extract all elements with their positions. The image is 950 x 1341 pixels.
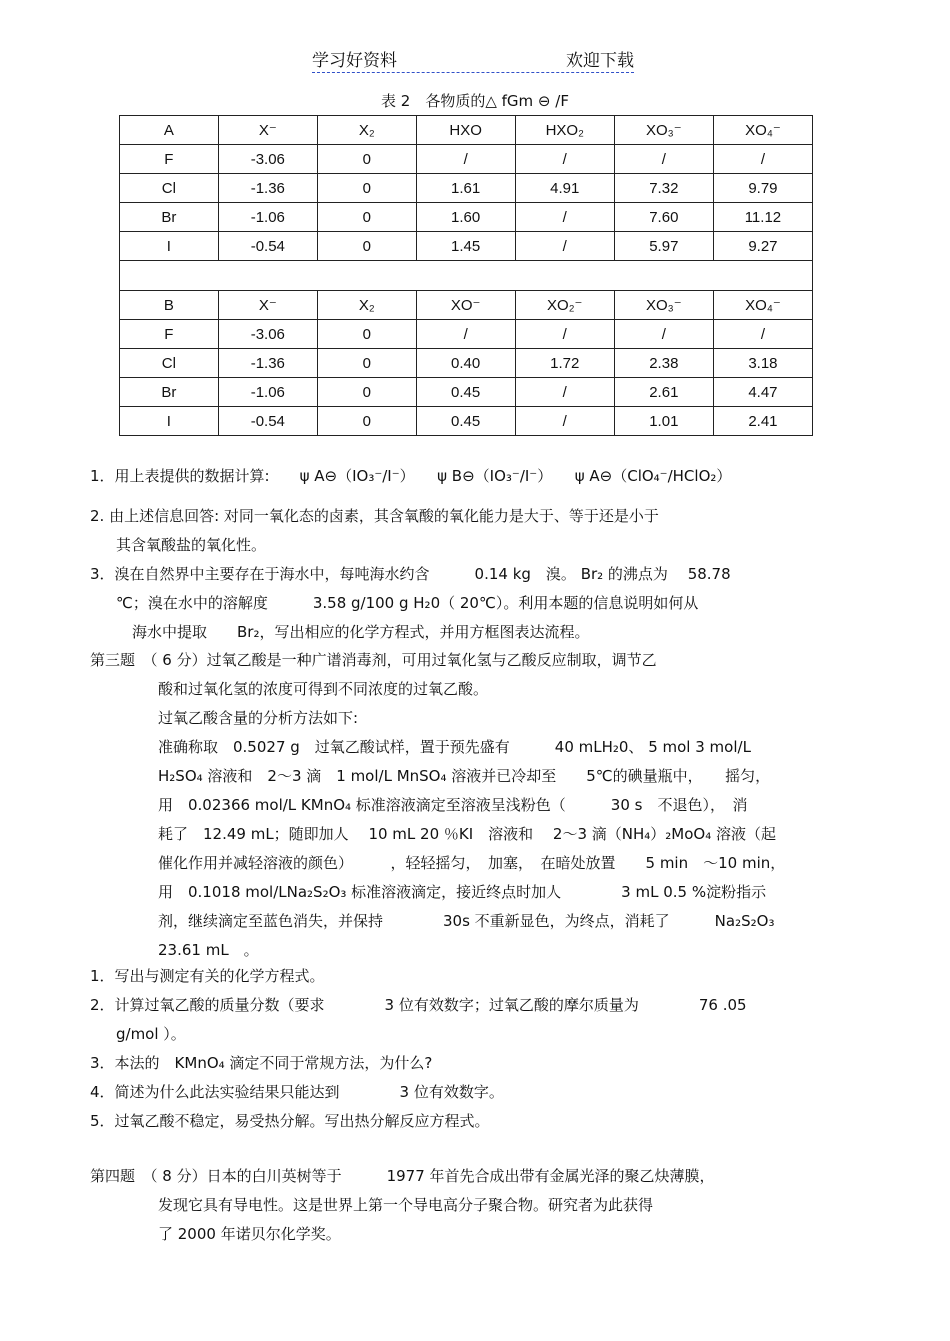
table-row	[120, 232, 813, 261]
method-line: 耗了 12.49 mL；随即加人 10 mL 20 ％KI 溶液和 2～3 滴（NH₄）₂MoO₄ 溶液（起	[158, 825, 777, 843]
table-cell: /	[713, 320, 812, 349]
section-3-line2: 酸和过氧化氢的浓度可得到不同浓度的过氧乙酸。	[158, 680, 489, 698]
section-4-line: 第四题 （ 8 分）日本的白川英树等于 1977 年首先合成出带有金属光泽的聚乙炔薄膜，	[90, 1167, 715, 1185]
table-row	[120, 407, 813, 436]
section-3-question: 5．过氧乙酸不稳定，易受热分解。写出热分解反应方程式。	[90, 1112, 490, 1130]
table-cell: -1.36	[218, 174, 317, 203]
table-cell: XO₃⁻	[614, 116, 713, 145]
section-4-line: 发现它具有导电性。这是世界上第一个导电高分子聚合物。研究者为此获得	[158, 1196, 654, 1214]
table-cell: 2.38	[614, 349, 713, 378]
table-cell: /	[713, 145, 812, 174]
section-3-line3: 过氧乙酸含量的分析方法如下:	[158, 709, 359, 727]
table-cell: Br	[120, 378, 219, 407]
method-line: 剂，继续滴定至蓝色消失，并保持 30s 不重新显色，为终点，消耗了 Na₂S₂O₃	[158, 912, 775, 930]
section-3-question: 3．本法的 KMnO₄ 滴定不同于常规方法，为什么?	[90, 1054, 433, 1072]
table-cell: -0.54	[218, 232, 317, 261]
method-line: 用 0.1018 mol/LNa₂S₂O₃ 标准溶液滴定，接近终点时加人 3 mL 0.5 %淀粉指示	[158, 883, 767, 901]
table-cell: 4.47	[713, 378, 812, 407]
table-cell: I	[120, 232, 219, 261]
header-right: 欢迎下载	[566, 51, 634, 71]
table-row	[120, 349, 813, 378]
table-cell: 3.18	[713, 349, 812, 378]
table-cell: 0	[317, 232, 416, 261]
table-cell: 1.72	[515, 349, 614, 378]
table-cell: 11.12	[713, 203, 812, 232]
table-cell: XO₃⁻	[614, 291, 713, 320]
table-cell: 1.61	[416, 174, 515, 203]
table-cell: 4.91	[515, 174, 614, 203]
question-2-line1: 2. 由上述信息回答: 对同一氧化态的卤素，其含氧酸的氧化能力是大于、等于还是小于	[90, 507, 659, 525]
table-row	[120, 145, 813, 174]
table-cell: 0	[317, 320, 416, 349]
question-1: 1．用上表提供的数据计算: ψ A⊖（IO₃⁻/I⁻） ψ B⊖（IO₃⁻/I⁻） ψ A⊖（ClO₄⁻/HClO₂）	[90, 467, 732, 485]
table-row	[120, 378, 813, 407]
table-cell: /	[515, 407, 614, 436]
method-line: 准确称取 0.5027 g 过氧乙酸试样，置于预先盛有 40 mLH₂0、 5 mol 3 mol/L	[158, 738, 751, 756]
table-separator-row	[120, 261, 813, 291]
header-left: 学习好资料	[312, 51, 397, 71]
table-cell: X⁻	[218, 291, 317, 320]
section-3-question: 4．简述为什么此法实验结果只能达到 3 位有效数字。	[90, 1083, 504, 1101]
table-cell: /	[515, 145, 614, 174]
table-cell: 5.97	[614, 232, 713, 261]
section-3-question: g/mol ）。	[116, 1025, 186, 1043]
table-cell: 9.79	[713, 174, 812, 203]
table-cell: 0.45	[416, 378, 515, 407]
table-cell: XO⁻	[416, 291, 515, 320]
table-cell: 7.32	[614, 174, 713, 203]
question-2	[90, 502, 870, 560]
table-header-row	[120, 291, 813, 320]
table-cell: -0.54	[218, 407, 317, 436]
table-cell: Cl	[120, 174, 219, 203]
table-cell: 9.27	[713, 232, 812, 261]
table-cell: Br	[120, 203, 219, 232]
page-header	[312, 46, 634, 73]
method-line: 23.61 mL 。	[158, 941, 259, 959]
question-3	[90, 560, 870, 647]
section-4-line: 了 2000 年诺贝尔化学奖。	[158, 1225, 341, 1243]
table-cell: /	[416, 145, 515, 174]
table-cell: HXO	[416, 116, 515, 145]
table-cell: /	[416, 320, 515, 349]
table-row	[120, 320, 813, 349]
table-header-row	[120, 116, 813, 145]
table-cell: I	[120, 407, 219, 436]
question-3-line1: 3．溴在自然界中主要存在于海水中，每吨海水约含 0.14 kg 溴。 Br₂ 的沸点为 58.78	[90, 565, 731, 583]
table-cell: F	[120, 145, 219, 174]
table-cell: -1.36	[218, 349, 317, 378]
table-row	[120, 174, 813, 203]
table-cell: 7.60	[614, 203, 713, 232]
table-cell: Cl	[120, 349, 219, 378]
table-cell: F	[120, 320, 219, 349]
table-cell: 0	[317, 378, 416, 407]
table-cell: /	[515, 232, 614, 261]
table-cell: A	[120, 116, 219, 145]
table-cell: 2.61	[614, 378, 713, 407]
table-cell: X⁻	[218, 116, 317, 145]
table-cell: /	[515, 378, 614, 407]
method-line: 催化作用并减轻溶液的颜色） ，轻轻摇匀， 加塞， 在暗处放置 5 min ～10 min，	[158, 854, 786, 872]
table-cell: 1.45	[416, 232, 515, 261]
table-cell: 0	[317, 145, 416, 174]
table-cell: HXO₂	[515, 116, 614, 145]
table-cell: X₂	[317, 116, 416, 145]
table-row	[120, 203, 813, 232]
table-cell: 0	[317, 407, 416, 436]
table-cell: B	[120, 291, 219, 320]
method-line: 用 0.02366 mol/L KMnO₄ 标准溶液滴定至溶液呈浅粉色（ 30 s 不退色）， 消	[158, 796, 748, 814]
question-2-line2: 其含氧酸盐的氧化性。	[116, 536, 267, 554]
table-separator-cell	[120, 261, 813, 291]
table-cell: -1.06	[218, 378, 317, 407]
gibbs-energy-table	[119, 115, 813, 436]
table-cell: XO₄⁻	[713, 116, 812, 145]
question-3-line2: ℃；溴在水中的溶解度 3.58 g/100 g H₂0（ 20℃）。利用本题的信息说明如何从	[116, 594, 699, 612]
section-3-questions	[90, 962, 870, 1136]
table-cell: XO₄⁻	[713, 291, 812, 320]
section-3-question: 2．计算过氧乙酸的质量分数（要求 3 位有效数字；过氧乙酸的摩尔质量为 76 .05	[90, 996, 747, 1014]
section-3-line1: 第三题 （ 6 分）过氧乙酸是一种广谱消毒剂，可用过氧化氢与乙酸反应制取，调节乙	[90, 651, 657, 669]
table-cell: -1.06	[218, 203, 317, 232]
method-line: H₂SO₄ 溶液和 2～3 滴 1 mol/L MnSO₄ 溶液并已冷却至 5℃的碘量瓶中， 摇匀，	[158, 767, 771, 785]
table-cell: 1.01	[614, 407, 713, 436]
table-cell: X₂	[317, 291, 416, 320]
section-4	[90, 1162, 870, 1249]
question-3-line3: 海水中提取 Br₂，写出相应的化学方程式，并用方框图表达流程。	[132, 623, 590, 641]
table-cell: 2.41	[713, 407, 812, 436]
table-cell: /	[515, 320, 614, 349]
section-3	[90, 646, 870, 965]
table-cell: 1.60	[416, 203, 515, 232]
table-cell: /	[614, 320, 713, 349]
table-cell: 0.40	[416, 349, 515, 378]
table-cell: XO₂⁻	[515, 291, 614, 320]
table-cell: 0	[317, 174, 416, 203]
table-cell: -3.06	[218, 320, 317, 349]
table-cell: -3.06	[218, 145, 317, 174]
table-cell: /	[515, 203, 614, 232]
section-3-question: 1．写出与测定有关的化学方程式。	[90, 967, 325, 985]
table-cell: 0	[317, 203, 416, 232]
table-cell: 0.45	[416, 407, 515, 436]
table-caption: 表 2 各物质的△ fGm ⊖ /F	[381, 92, 569, 110]
table-cell: /	[614, 145, 713, 174]
table-cell: 0	[317, 349, 416, 378]
section-3-method	[90, 733, 870, 965]
